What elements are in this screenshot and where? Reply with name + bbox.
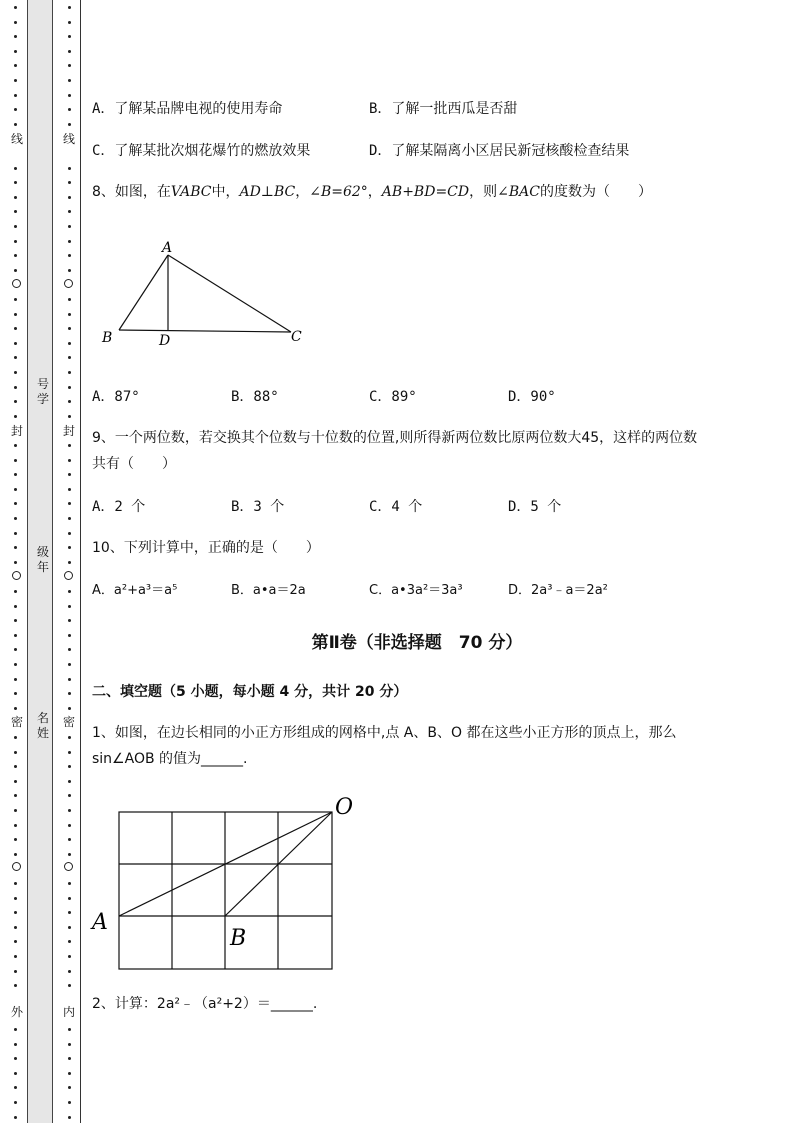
q8-option-c: C．89°	[369, 389, 417, 405]
margin-dot	[68, 79, 71, 82]
q8-label-c: C	[291, 329, 302, 345]
margin-dot	[68, 926, 71, 929]
margin-dot	[68, 911, 71, 914]
margin-dot	[14, 1086, 17, 1089]
margin-dot	[68, 473, 71, 476]
margin-dot	[14, 532, 17, 535]
margin-dot	[14, 313, 17, 316]
q10-option-c: C．a•3a²＝3a³	[369, 583, 463, 598]
margin-dot	[68, 765, 71, 768]
margin-dot	[14, 298, 17, 301]
q10-stem: 10、下列计算中，正确的是（ ）	[92, 540, 320, 556]
margin-marker-line: 线	[10, 132, 23, 146]
margin-dot	[14, 181, 17, 184]
margin-dot	[14, 809, 17, 812]
margin-dot	[14, 94, 17, 97]
margin-dot	[14, 882, 17, 885]
margin-dot	[14, 1072, 17, 1075]
margin-dot	[68, 1028, 71, 1031]
margin-dot	[14, 400, 17, 403]
margin-circle	[12, 571, 21, 580]
margin-circle	[64, 571, 73, 580]
margin-dot	[14, 984, 17, 987]
margin-marker-line: 线	[62, 132, 75, 146]
margin-dot	[14, 502, 17, 505]
margin-dot	[68, 327, 71, 330]
margin-marker-seal: 封	[10, 424, 23, 438]
margin-dot	[68, 707, 71, 710]
margin-dot	[14, 225, 17, 228]
margin-dot	[68, 809, 71, 812]
q9-option-a: A．2 个	[92, 499, 146, 515]
margin-circle	[12, 279, 21, 288]
margin-dot	[14, 356, 17, 359]
margin-dot	[68, 356, 71, 359]
margin-dot	[14, 1057, 17, 1060]
margin-dot	[68, 1072, 71, 1075]
margin-dot	[14, 838, 17, 841]
binding-margin-left	[10, 0, 20, 1123]
margin-dot	[68, 21, 71, 24]
margin-dot	[68, 663, 71, 666]
margin-dot	[68, 123, 71, 126]
margin-dot	[68, 838, 71, 841]
fill1-label-a: A	[92, 910, 108, 935]
fill1-grid-figure	[88, 790, 368, 975]
margin-dot	[68, 970, 71, 973]
margin-dot	[14, 415, 17, 418]
margin-dot	[68, 298, 71, 301]
margin-dot	[68, 1057, 71, 1060]
margin-marker-secret: 密	[10, 715, 23, 729]
margin-dot	[68, 736, 71, 739]
margin-dot	[14, 1028, 17, 1031]
margin-dot	[68, 254, 71, 257]
margin-dot	[68, 94, 71, 97]
q7-option-d: D．了解某隔离小区居民新冠核酸检查结果	[369, 143, 630, 159]
margin-dot	[68, 780, 71, 783]
margin-dot	[14, 663, 17, 666]
q7-option-b: B．了解一批西瓜是否甜	[369, 101, 518, 117]
q10-option-a: A．a²+a³＝a⁵	[92, 583, 178, 598]
fill2-stem: 2、计算：2a²﹣（a²+2）＝______.	[92, 996, 318, 1012]
margin-dot	[68, 1086, 71, 1089]
margin-dot	[68, 853, 71, 856]
margin-dot	[14, 692, 17, 695]
margin-dot	[68, 1116, 71, 1119]
margin-dot	[14, 488, 17, 491]
margin-dot	[14, 108, 17, 111]
q7-option-a: A．了解某品牌电视的使用寿命	[92, 101, 283, 117]
margin-dot	[68, 678, 71, 681]
margin-dot	[14, 970, 17, 973]
margin-dot	[14, 386, 17, 389]
q8-triangle-figure	[95, 232, 315, 352]
margin-dot	[14, 64, 17, 67]
margin-dot	[68, 546, 71, 549]
margin-dot	[68, 459, 71, 462]
margin-marker-secret: 密	[62, 715, 75, 729]
q10-option-d: D．2a³﹣a＝2a²	[508, 583, 608, 598]
margin-dot	[14, 210, 17, 213]
student-id-label: 号 学	[36, 377, 49, 406]
fill1-stem-line1: 1、如图，在边长相同的小正方形组成的网格中,点 A、B、O 都在这些小正方形的顶点上，那么	[92, 725, 677, 741]
margin-circle	[64, 279, 73, 288]
margin-dot	[14, 371, 17, 374]
margin-dot	[14, 459, 17, 462]
margin-dot	[14, 561, 17, 564]
margin-dot	[14, 473, 17, 476]
margin-dot	[14, 794, 17, 797]
margin-dot	[14, 853, 17, 856]
margin-marker-inner: 内	[62, 1005, 75, 1019]
margin-circle	[64, 862, 73, 871]
margin-dot	[14, 590, 17, 593]
margin-dot	[14, 6, 17, 9]
margin-dot	[14, 1043, 17, 1046]
margin-dot	[68, 619, 71, 622]
margin-dot	[14, 196, 17, 199]
margin-dot	[68, 6, 71, 9]
margin-dot	[68, 1043, 71, 1046]
margin-dot	[68, 984, 71, 987]
margin-dot	[68, 824, 71, 827]
margin-dot	[14, 1101, 17, 1104]
margin-dot	[68, 532, 71, 535]
margin-dot	[14, 254, 17, 257]
margin-dot	[14, 897, 17, 900]
margin-dot	[68, 240, 71, 243]
margin-circle	[12, 862, 21, 871]
q9-option-d: D．5 个	[508, 499, 562, 515]
margin-dot	[14, 911, 17, 914]
q8-option-a: A．87°	[92, 389, 140, 405]
margin-dot	[14, 780, 17, 783]
part2-title: 第Ⅱ卷（非选择题 70 分）	[311, 633, 523, 653]
margin-dot	[14, 167, 17, 170]
margin-dot	[68, 561, 71, 564]
margin-dot	[14, 619, 17, 622]
margin-dot	[14, 824, 17, 827]
q10-option-b: B．a•a＝2a	[231, 583, 306, 598]
margin-dot	[68, 1101, 71, 1104]
margin-dot	[68, 269, 71, 272]
margin-dot	[68, 882, 71, 885]
margin-dot	[14, 765, 17, 768]
binding-margin-right	[64, 0, 74, 1123]
q9-option-b: B．3 个	[231, 499, 285, 515]
margin-dot	[14, 707, 17, 710]
margin-dot	[14, 240, 17, 243]
margin-dot	[68, 108, 71, 111]
margin-dot	[68, 488, 71, 491]
margin-dot	[68, 386, 71, 389]
margin-dot	[68, 313, 71, 316]
binding-line	[80, 0, 81, 1123]
margin-dot	[68, 955, 71, 958]
margin-dot	[68, 400, 71, 403]
margin-dot	[68, 444, 71, 447]
margin-dot	[68, 590, 71, 593]
q8-option-b: B．88°	[231, 389, 279, 405]
margin-dot	[68, 181, 71, 184]
margin-dot	[68, 196, 71, 199]
q9-stem-line1: 9、一个两位数，若交换其个位数与十位数的位置,则所得新两位数比原两位数大45，这样的两位数	[92, 430, 698, 446]
q8-label-a: A	[162, 240, 173, 256]
q8-label-d: D	[159, 333, 171, 349]
margin-dot	[14, 327, 17, 330]
margin-dot	[68, 751, 71, 754]
margin-dot	[68, 210, 71, 213]
margin-dot	[68, 371, 71, 374]
q9-stem-line2: 共有（ ）	[92, 456, 176, 472]
margin-dot	[14, 546, 17, 549]
fill1-label-b: B	[230, 926, 247, 951]
margin-marker-seal: 封	[62, 424, 75, 438]
margin-dot	[14, 50, 17, 53]
margin-dot	[68, 35, 71, 38]
margin-dot	[14, 342, 17, 345]
margin-dot	[14, 751, 17, 754]
fill1-label-o: O	[335, 795, 354, 820]
margin-dot	[68, 605, 71, 608]
q8-stem: 8、如图，在VABC中，AD⊥BC，∠B=62°，AB+BD=CD，则∠BAC的度数为（ ）	[92, 184, 652, 200]
fill1-stem-line2: sin∠AOB 的值为______.	[92, 751, 248, 767]
margin-dot	[68, 225, 71, 228]
margin-dot	[14, 940, 17, 943]
margin-dot	[14, 955, 17, 958]
margin-dot	[68, 794, 71, 797]
name-label: 名 姓	[36, 711, 49, 740]
margin-dot	[14, 926, 17, 929]
q8-option-d: D．90°	[508, 389, 556, 405]
margin-dot	[68, 167, 71, 170]
margin-dot	[68, 692, 71, 695]
margin-dot	[68, 415, 71, 418]
grade-label: 级 年	[36, 545, 49, 574]
margin-dot	[14, 21, 17, 24]
margin-dot	[14, 1116, 17, 1119]
margin-dot	[68, 940, 71, 943]
margin-dot	[68, 897, 71, 900]
margin-dot	[68, 50, 71, 53]
q8-label-b: B	[102, 330, 113, 346]
margin-dot	[14, 678, 17, 681]
margin-dot	[68, 517, 71, 520]
margin-dot	[68, 64, 71, 67]
fill-in-section-heading: 二、填空题（5 小题，每小题 4 分，共计 20 分）	[92, 684, 408, 700]
margin-dot	[14, 269, 17, 272]
q9-option-c: C．4 个	[369, 499, 423, 515]
margin-marker-outer: 外	[10, 1005, 23, 1019]
margin-dot	[14, 517, 17, 520]
margin-dot	[68, 342, 71, 345]
margin-dot	[14, 79, 17, 82]
margin-dot	[14, 123, 17, 126]
margin-dot	[14, 444, 17, 447]
margin-dot	[14, 736, 17, 739]
margin-dot	[14, 35, 17, 38]
margin-dot	[14, 605, 17, 608]
margin-dot	[68, 502, 71, 505]
q7-option-c: C．了解某批次烟花爆竹的燃放效果	[92, 143, 311, 159]
